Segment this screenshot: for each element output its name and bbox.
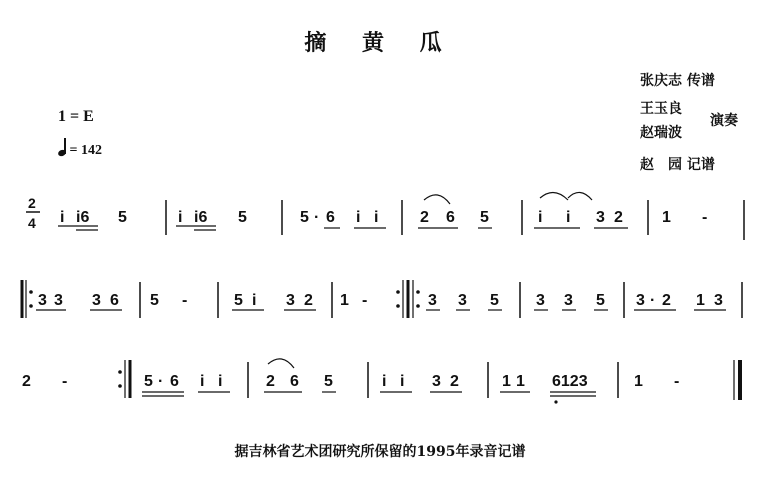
note: i bbox=[400, 373, 405, 390]
note: i bbox=[356, 209, 361, 226]
credit-transmitted-by: 张庆志 传谱 bbox=[640, 73, 715, 89]
note: i bbox=[382, 373, 387, 390]
note: - bbox=[182, 292, 188, 309]
note: 2 bbox=[614, 209, 623, 226]
note: 1 bbox=[502, 373, 511, 390]
note: i bbox=[374, 209, 379, 226]
note: i bbox=[538, 209, 543, 226]
note: 5 bbox=[596, 292, 605, 309]
note: i bbox=[566, 209, 571, 226]
score-row-1 bbox=[58, 192, 744, 240]
note: - bbox=[62, 373, 68, 390]
note: - bbox=[362, 292, 368, 309]
tempo-value: = 142 bbox=[69, 143, 102, 158]
note: 6 bbox=[290, 373, 299, 390]
note: 5 bbox=[118, 209, 127, 226]
note: 3 bbox=[428, 292, 437, 309]
score-row-3 bbox=[22, 359, 740, 404]
note: i6 bbox=[194, 209, 208, 226]
note: - bbox=[702, 209, 708, 226]
note: 5 bbox=[150, 292, 159, 309]
note: 6 bbox=[110, 292, 119, 309]
note: 2 bbox=[420, 209, 429, 226]
credit-performer-2: 赵瑞波 bbox=[640, 125, 682, 141]
note: 5 bbox=[234, 292, 243, 309]
note: i bbox=[60, 209, 65, 226]
note: 3 bbox=[286, 292, 295, 309]
note: 5 bbox=[490, 292, 499, 309]
note: i bbox=[200, 373, 205, 390]
source-note: 据吉林省艺术团研究所保留的1995年录音记谱 bbox=[234, 444, 526, 460]
note: 3 bbox=[432, 373, 441, 390]
credit-performed-label: 演奏 bbox=[710, 113, 738, 129]
note: 3 bbox=[596, 209, 605, 226]
note: 6123 bbox=[552, 373, 588, 390]
note: 2 bbox=[450, 373, 459, 390]
note: 3 bbox=[564, 292, 573, 309]
note: 3 bbox=[38, 292, 47, 309]
score-row-2 bbox=[22, 280, 742, 318]
note: 2 bbox=[22, 373, 31, 390]
note: 3 bbox=[536, 292, 545, 309]
note: 1 bbox=[516, 373, 525, 390]
note: 2 bbox=[266, 373, 275, 390]
note: 1 bbox=[340, 292, 349, 309]
note: 5 bbox=[238, 209, 247, 226]
note: 6 bbox=[170, 373, 179, 390]
credit-performer-1: 王玉良 bbox=[640, 101, 682, 117]
note: 5 bbox=[300, 209, 309, 226]
note: 5 bbox=[144, 373, 153, 390]
note: · bbox=[158, 373, 164, 390]
note: 1 bbox=[634, 373, 643, 390]
note: 6 bbox=[326, 209, 335, 226]
note: 5 bbox=[480, 209, 489, 226]
note: i6 bbox=[76, 209, 90, 226]
note: i bbox=[178, 209, 183, 226]
credit-notated-by: 赵 园 记谱 bbox=[640, 157, 715, 173]
note: 1 bbox=[696, 292, 705, 309]
note: 3 bbox=[636, 292, 645, 309]
note: 2 bbox=[662, 292, 671, 309]
note: 5 bbox=[324, 373, 333, 390]
song-title: 摘 黄 瓜 bbox=[304, 30, 456, 56]
note: 3 bbox=[92, 292, 101, 309]
note: · bbox=[650, 292, 656, 309]
note: - bbox=[674, 373, 680, 390]
note: 6 bbox=[446, 209, 455, 226]
time-sig-top: 2 bbox=[28, 195, 36, 211]
note: i bbox=[218, 373, 223, 390]
key-signature: 1 = E bbox=[58, 108, 94, 125]
note: · bbox=[314, 209, 320, 226]
note: 3 bbox=[714, 292, 723, 309]
note: i bbox=[252, 292, 257, 309]
note: 3 bbox=[54, 292, 63, 309]
note: 2 bbox=[304, 292, 313, 309]
time-sig-bottom: 4 bbox=[28, 215, 36, 231]
note: 3 bbox=[458, 292, 467, 309]
note: 1 bbox=[662, 209, 671, 226]
